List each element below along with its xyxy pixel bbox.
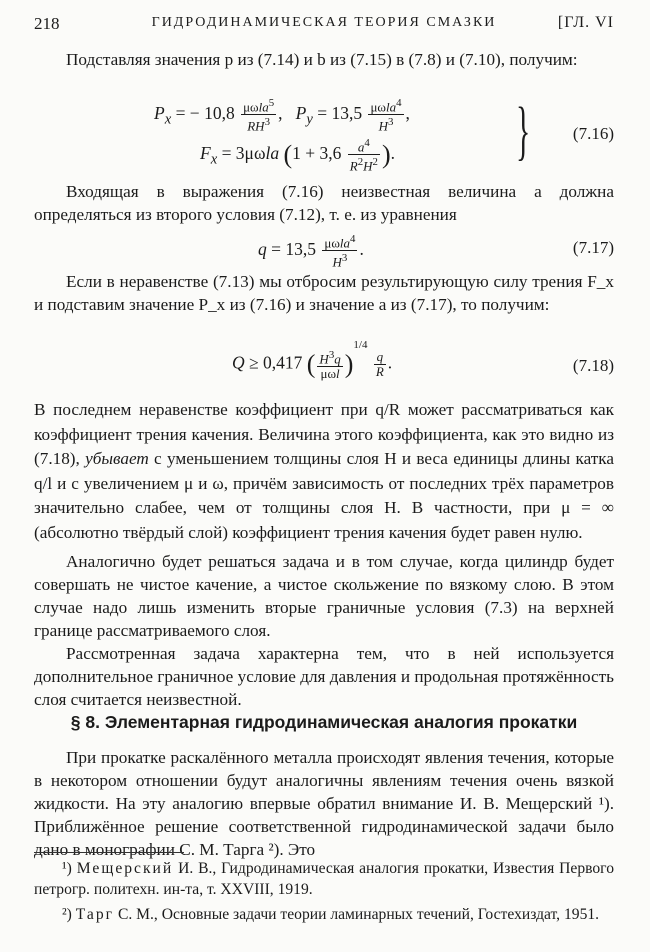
right-brace: } [516, 94, 531, 167]
page-number: 218 [34, 14, 60, 33]
equation-7-17 [34, 230, 614, 270]
equation-7-18 [34, 340, 614, 390]
equation-7-18-body: Q ≥ 0,417 ( $\frac{H^3q}{\text{μωl}}$ )$^{1/4}$ $\frac{q}{R}$ . [232, 338, 393, 382]
footnote-rule [34, 852, 184, 853]
paragraph-sliding: Аналогично будет решаться задача и в том случае, когда цилиндр будет совершать не чистое качение, а чистое скольжение по вязкому слою. В этом случае надо лишь изменить вторые граничные условия (7.3) на верхней границе рассматриваемого слоя. [34, 552, 614, 640]
equation-7-16-line1: $P_x$ = − 10,8 $\frac{\mu\omega la^5}{RH^3}$ , $P_y = 13,5$ $\frac{\mu\omega la^4}{H^3}$ , [154, 97, 410, 134]
paragraph-intro: Подставляя значения p из (7.14) и b из (7.15) в (7.8) и (7.10), получим: [66, 50, 578, 69]
equation-number-7-17: (7.17) [572, 238, 614, 257]
paragraph-unknown-a: Входящая в выражения (7.16) неизвестная величина a должна определяться из второго условия (7.12), т. е. из уравнения [34, 182, 614, 224]
equation-7-16-line2: $F_x = 3\mu\omega la$ (1 + 3,6 $\frac{a^4}{R^2H^2}$ ). [200, 137, 395, 174]
running-header [34, 14, 614, 36]
equation-7-16 [34, 92, 614, 174]
emphasis-decreases: убывает [85, 449, 149, 468]
paragraph-boundary-condition: Рассмотренная задача характерна тем, что в ней используется дополнительное граничное условие для давления и продольная протяжённость слоя считается неизвестной. [34, 644, 615, 709]
running-title: ГИДРОДИНАМИЧЕСКАЯ ТЕОРИЯ СМАЗКИ [151, 15, 497, 30]
equation-number-7-18: (7.18) [572, 356, 614, 375]
equation-7-17-body: q = 13,5 $\frac{\mu\omega la^4}{H^3}$ . [258, 233, 364, 270]
equation-number-7-16: (7.16) [572, 124, 614, 143]
paragraph-rolling-analogy: При прокатке раскалённого металла происходят явления течения, которые в некотором отношении будут аналогичны явлениям течения очень вязкой жидкости. На эту аналогию впервые обратил внимание И. В. Мещерский ¹). Приближённое решение соответственной гидродинамической задачи было дано в монографии С. М. Тарга ²). Это [34, 748, 614, 859]
chapter-reference: [ГЛ. VI [557, 14, 614, 31]
section-heading: § 8. Элементарная гидродинамическая аналогия прокатки [70, 712, 578, 732]
paragraph-rolling-friction: В последнем неравенстве коэффициент при q/R может рассматриваться как коэффициент трения качения. Величина этого коэффициента, как это видно из (7.18), убывает с уменьшением толщины слоя H и веса единицы длины катка q/l и с увеличением μ и ω, причём зависимость от последних трёх параметров значительно слабее, чем от толщины слоя H. В частности, при μ = ∞ (абсолютно твёрдый слой) коэффициент трения качения будет равен нулю. [34, 400, 614, 542]
paragraph-inequality: Если в неравенстве (7.13) мы отбросим результирующую силу трения F_x и подставим значение P_x из (7.16) и значение a из (7.17), то получим: [34, 272, 614, 314]
footnote-2: ²) Тарг С. М., Основные задачи теории ламинарных течений, Гостехиздат, 1951. [62, 906, 600, 923]
footnote-1: ¹) Мещерский И. В., Гидродинамическая аналогия прокатки, Известия Первого петрогр. политехн. ин-та, т. XXVIII, 1919. [34, 860, 614, 898]
